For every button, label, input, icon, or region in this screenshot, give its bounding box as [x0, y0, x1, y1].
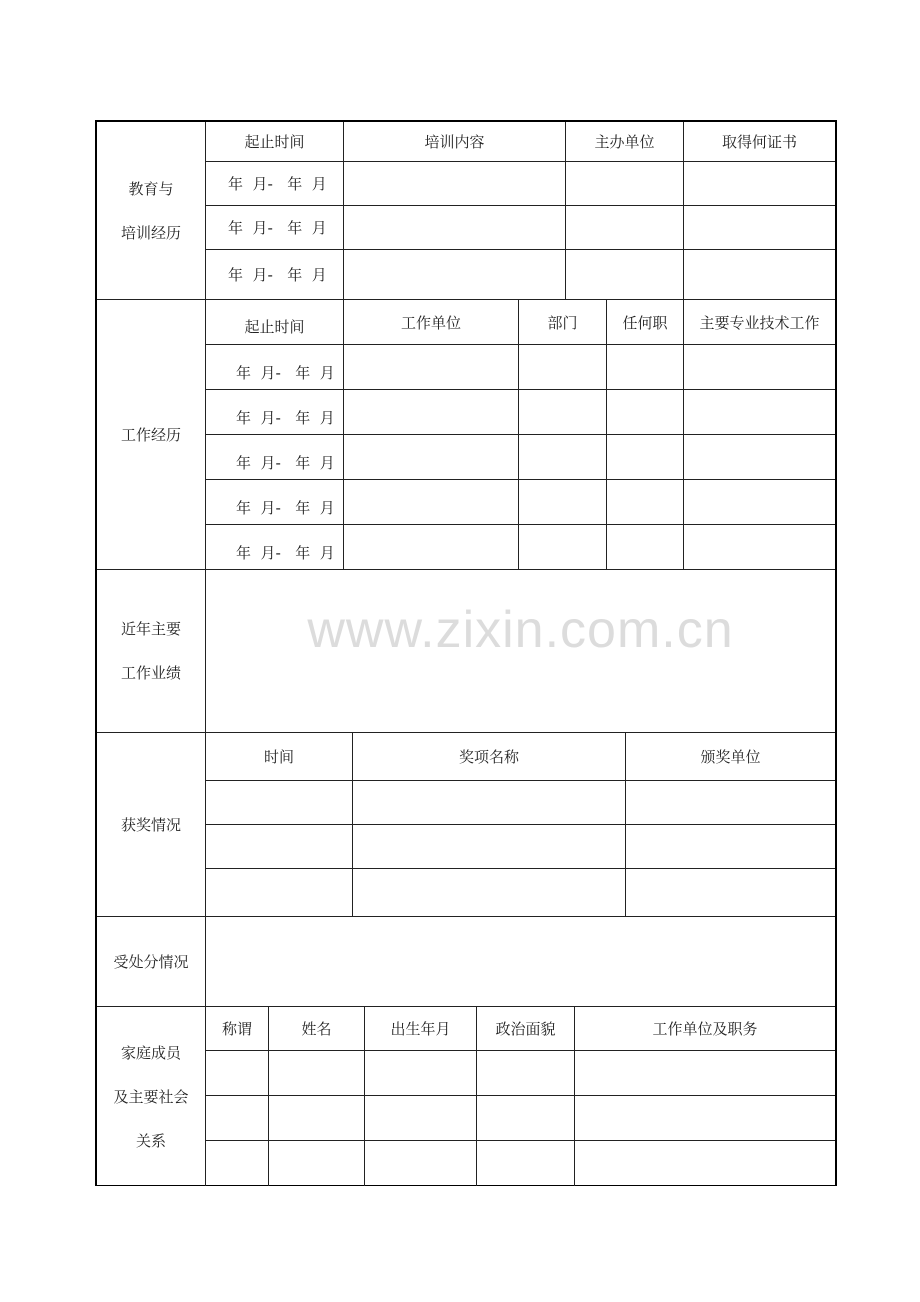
family-relation-cell[interactable] [206, 1141, 268, 1186]
work-date-cell[interactable]: 年 月- 年 月 [236, 363, 335, 382]
family-header-employer: 工作单位及职务 [574, 1007, 835, 1050]
work-label-text: 工作经历 [120, 425, 181, 444]
education-header-period: 起止时间 [244, 133, 305, 151]
education-date-cell[interactable]: 年 月- 年 月 [228, 266, 327, 284]
family-header-relation: 称谓 [221, 1020, 252, 1038]
work-employer-cell[interactable] [343, 390, 518, 434]
family-label-line-1: 家庭成员 [120, 1043, 181, 1062]
awards-header-time: 时间 [263, 748, 294, 766]
work-department-cell[interactable] [518, 435, 606, 479]
achievements-label-line-1: 近年主要 [120, 620, 181, 638]
watermark-text: www.zixin.com.cn [307, 601, 734, 659]
work-row [206, 390, 835, 435]
education-label-line-2: 培训经历 [120, 223, 181, 242]
awards-header-award-name: 奖项名称 [352, 733, 625, 780]
family-header-political: 政治面貌 [476, 1007, 574, 1050]
work-row [206, 480, 835, 525]
family-header-row [206, 1007, 835, 1051]
family-header-birth: 出生年月 [364, 1007, 476, 1050]
awards-header-row [206, 733, 835, 781]
family-political-cell[interactable] [476, 1096, 574, 1140]
work-duties-cell[interactable] [683, 345, 835, 389]
education-date-cell[interactable]: 年 月- 年 月 [228, 219, 327, 237]
resume-form-table [95, 120, 837, 1186]
work-department-cell[interactable] [518, 345, 606, 389]
awards-time-cell[interactable] [206, 825, 352, 868]
work-row [206, 345, 835, 390]
education-row [206, 250, 835, 299]
education-certificate-cell[interactable] [683, 162, 835, 205]
family-employer-cell[interactable] [574, 1141, 835, 1186]
education-date-cell[interactable]: 年 月- 年 月 [228, 175, 327, 193]
family-name-cell[interactable] [268, 1141, 364, 1186]
awards-name-cell[interactable] [352, 825, 625, 868]
awards-label [97, 733, 206, 916]
work-date-cell[interactable]: 年 月- 年 月 [236, 543, 335, 562]
family-section [97, 1007, 835, 1186]
discipline-input-area[interactable] [206, 917, 835, 1006]
awards-issuer-cell[interactable] [625, 869, 835, 916]
family-political-cell[interactable] [476, 1051, 574, 1095]
work-duties-cell[interactable] [683, 435, 835, 479]
family-political-cell[interactable] [476, 1141, 574, 1186]
family-birth-cell[interactable] [364, 1096, 476, 1140]
awards-label-text: 获奖情况 [120, 815, 181, 834]
achievements-label [97, 570, 206, 732]
education-content-cell[interactable] [343, 250, 565, 299]
family-name-cell[interactable] [268, 1051, 364, 1095]
work-position-cell[interactable] [606, 390, 683, 434]
family-label [97, 1007, 206, 1186]
education-label [97, 122, 206, 299]
work-header-row [206, 300, 835, 345]
family-birth-cell[interactable] [364, 1141, 476, 1186]
achievements-section [97, 570, 835, 733]
discipline-label-text: 受处分情况 [113, 952, 189, 971]
education-content-cell[interactable] [343, 206, 565, 249]
work-row [206, 435, 835, 480]
education-organizer-cell[interactable] [565, 162, 683, 205]
work-employer-cell[interactable] [343, 525, 518, 569]
work-label [97, 300, 206, 569]
discipline-section [97, 917, 835, 1007]
education-header-row [206, 122, 835, 162]
education-header-organizer: 主办单位 [565, 122, 683, 161]
work-position-cell[interactable] [606, 525, 683, 569]
work-date-cell[interactable]: 年 月- 年 月 [236, 453, 335, 472]
awards-row [206, 825, 835, 869]
family-header-name: 姓名 [268, 1007, 364, 1050]
education-organizer-cell[interactable] [565, 206, 683, 249]
family-name-cell[interactable] [268, 1096, 364, 1140]
family-row [206, 1051, 835, 1096]
work-department-cell[interactable] [518, 525, 606, 569]
education-certificate-cell[interactable] [683, 206, 835, 249]
work-header-duties: 主要专业技术工作 [683, 300, 835, 344]
work-row [206, 525, 835, 569]
family-employer-cell[interactable] [574, 1051, 835, 1095]
awards-row [206, 781, 835, 825]
work-position-cell[interactable] [606, 345, 683, 389]
education-label-line-1: 教育与 [128, 179, 174, 198]
awards-header-issuer: 颁奖单位 [625, 733, 835, 780]
education-row [206, 162, 835, 206]
work-header-period: 起止时间 [244, 317, 305, 336]
work-header-position: 任何职 [606, 300, 683, 344]
achievements-label-line-2: 工作业绩 [120, 664, 181, 682]
education-row [206, 206, 835, 250]
family-birth-cell[interactable] [364, 1051, 476, 1095]
work-position-cell[interactable] [606, 435, 683, 479]
work-duties-cell[interactable] [683, 390, 835, 434]
awards-name-cell[interactable] [352, 869, 625, 916]
education-content-cell[interactable] [343, 162, 565, 205]
family-label-line-3: 关系 [135, 1131, 166, 1150]
work-employer-cell[interactable] [343, 480, 518, 524]
awards-issuer-cell[interactable] [625, 781, 835, 824]
work-employer-cell[interactable] [343, 435, 518, 479]
awards-time-cell[interactable] [206, 781, 352, 824]
awards-section [97, 733, 835, 917]
work-department-cell[interactable] [518, 480, 606, 524]
education-certificate-cell[interactable] [683, 250, 835, 299]
education-header-content: 培训内容 [343, 122, 565, 161]
awards-name-cell[interactable] [352, 781, 625, 824]
work-header-department: 部门 [518, 300, 606, 344]
work-department-cell[interactable] [518, 390, 606, 434]
work-position-cell[interactable] [606, 480, 683, 524]
awards-row [206, 869, 835, 916]
work-section [97, 300, 835, 570]
education-organizer-cell[interactable] [565, 250, 683, 299]
awards-issuer-cell[interactable] [625, 825, 835, 868]
work-employer-cell[interactable] [343, 345, 518, 389]
awards-time-cell[interactable] [206, 869, 352, 916]
work-duties-cell[interactable] [683, 525, 835, 569]
work-header-employer: 工作单位 [343, 300, 518, 344]
family-employer-cell[interactable] [574, 1096, 835, 1140]
discipline-label [97, 917, 206, 1006]
education-header-certificate: 取得何证书 [683, 122, 835, 161]
work-date-cell[interactable]: 年 月- 年 月 [236, 498, 335, 517]
family-relation-cell[interactable] [206, 1096, 268, 1140]
work-duties-cell[interactable] [683, 480, 835, 524]
work-date-cell[interactable]: 年 月- 年 月 [236, 408, 335, 427]
family-label-line-2: 及主要社会 [113, 1087, 189, 1106]
family-row [206, 1096, 835, 1141]
family-row [206, 1141, 835, 1186]
family-relation-cell[interactable] [206, 1051, 268, 1095]
achievements-input-area[interactable] [206, 570, 835, 732]
education-section [97, 122, 835, 300]
